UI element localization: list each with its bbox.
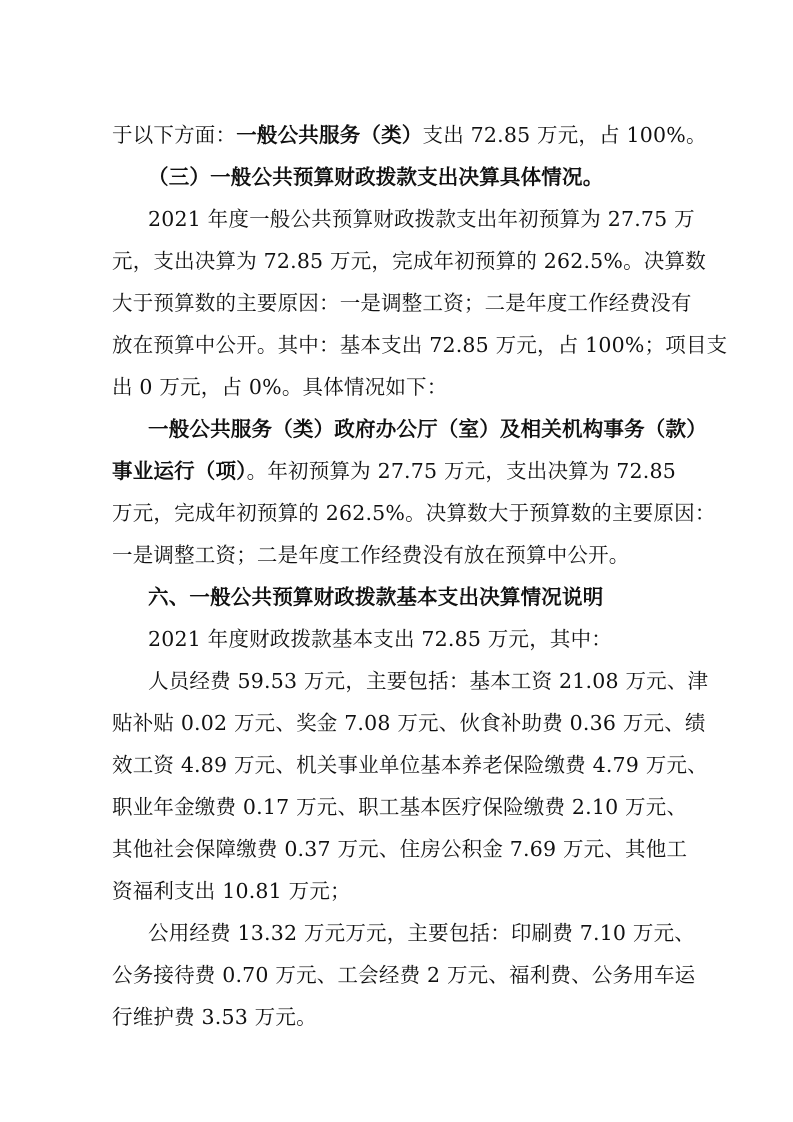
section-heading: （三）一般公共预算财政拨款支出决算具体情况。 [148, 165, 604, 189]
paragraph-line: 贴补贴 0.02 万元、奖金 7.08 万元、伙食补助费 0.36 万元、绩 [112, 711, 706, 735]
paragraph-line: 事业运行（项）。年初预算为 27.75 万元，支出决算为 72.85 [112, 459, 676, 483]
paragraph-line: 出 0 万元，占 0%。具体情况如下： [112, 375, 448, 399]
paragraph-line: 职业年金缴费 0.17 万元、职工基本医疗保险缴费 2.10 万元、 [112, 795, 688, 819]
paragraph-line: 万元，完成年初预算的 262.5%。决算数大于预算数的主要原因： [112, 501, 716, 525]
section-heading: 六、一般公共预算财政拨款基本支出决算情况说明 [148, 585, 604, 609]
paragraph-line: 公务接待费 0.70 万元、工会经费 2 万元、福利费、公务用车运 [112, 963, 696, 987]
paragraph-line: 放在预算中公开。其中：基本支出 72.85 万元，占 100%；项目支 [112, 333, 728, 357]
item-heading: 一般公共服务（类）政府办公厅（室）及相关机构事务（款） [148, 417, 707, 441]
paragraph-line: 2021 年度财政拨款基本支出 72.85 万元，其中： [148, 627, 613, 651]
paragraph-line: 2021 年度一般公共预算财政拨款支出年初预算为 27.75 万 [148, 207, 695, 231]
paragraph-line: 元，支出决算为 72.85 万元，完成年初预算的 262.5%。决算数 [112, 249, 706, 273]
paragraph-line: 一是调整工资；二是年度工作经费没有放在预算中公开。 [112, 543, 630, 567]
paragraph-line: 资福利支出 10.81 万元； [112, 879, 351, 903]
paragraph-line: 人员经费 59.53 万元，主要包括：基本工资 21.08 万元、津 [148, 669, 709, 693]
paragraph-line: 大于预算数的主要原因：一是调整工资；二是年度工作经费没有 [112, 291, 692, 315]
paragraph-line: 公用经费 13.32 万元万元，主要包括：印刷费 7.10 万元、 [148, 921, 695, 945]
paragraph-line: 行维护费 3.53 万元。 [112, 1005, 317, 1029]
paragraph-line: 效工资 4.89 万元、机关事业单位基本养老保险缴费 4.79 万元、 [112, 753, 708, 777]
paragraph-line: 于以下方面：一般公共服务（类）支出 72.85 万元，占 100%。 [112, 123, 707, 147]
paragraph-line: 其他社会保障缴费 0.37 万元、住房公积金 7.69 万元、其他工 [112, 837, 688, 861]
